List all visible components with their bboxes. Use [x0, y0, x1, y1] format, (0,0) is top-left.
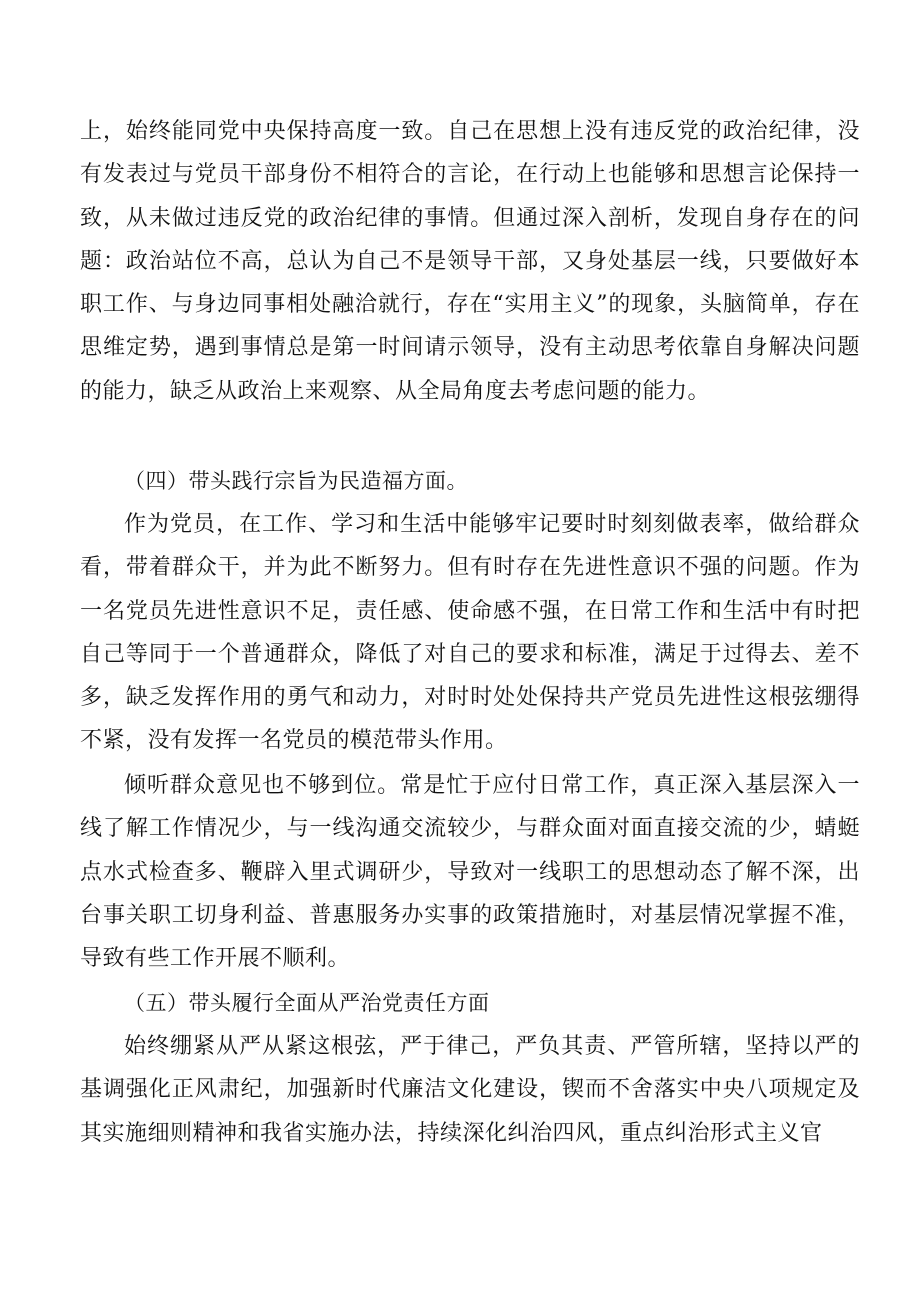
paragraph-listening-to-masses: 倾听群众意见也不够到位。常是忙于应付日常工作，真正深入基层深入一线了解工作情况少，与一线沟通交流较少，与群众面对面直接交流的少，蜻蜓点水式检查多、鞭辟入里式调研少，导致对一线职工的思想动态了解不深，出台事关职工切身利益、普惠服务办实事的政策措施时，对基层情况掌握不准，导致有些工作开展不顺利。 [80, 773, 860, 972]
section-heading-4: （四）带头践行宗旨为民造福方面。 [124, 469, 468, 493]
paragraph-vanguard-awareness: 作为党员，在工作、学习和生活中能够牢记要时时刻刻做表率，做给群众看，带着群众干，并为此不断努力。但有时存在先进性意识不强的问题。作为一名党员先进性意识不足，责任感、使命感不强，在日常工作和生活中有时把自己等同于一个普通群众，降低了对自己的要求和标准，满足于过得去、差不多，缺乏发挥作用的勇气和动力，对时时处处保持共产党员先进性这根弦绷得不紧，没有发挥一名党员的模范带头作用。 [80, 512, 860, 754]
paragraph-strict-party-governance: 始终绷紧从严从紧这根弦，严于律己，严负其责、严管所辖，坚持以严的基调强化正风肃纪，加强新时代廉洁文化建设，锲而不舍落实中央八项规定及其实施细则精神和我省实施办法，持续深化纠治四风，重点纠治形式主义官 [80, 1034, 860, 1146]
paragraph-political-discipline: 上，始终能同党中央保持高度一致。自己在思想上没有违反党的政治纪律，没有发表过与党员干部身份不相符合的言论，在行动上也能够和思想言论保持一致，从未做过违反党的政治纪律的事情。但通过深入剖析，发现自身存在的问题：政治站位不高，总认为自己不是领导干部，又身处基层一线，只要做好本职工作、与身边同事相处融洽就行，存在“实用主义”的现象，头脑简单，存在思维定势，遇到事情总是第一时间请示领导，没有主动思考依靠自身解决问题的能力，缺乏从政治上来观察、从全局角度去考虑问题的能力。 [80, 119, 860, 404]
section-heading-5: （五）带头履行全面从严治党责任方面 [124, 991, 490, 1015]
